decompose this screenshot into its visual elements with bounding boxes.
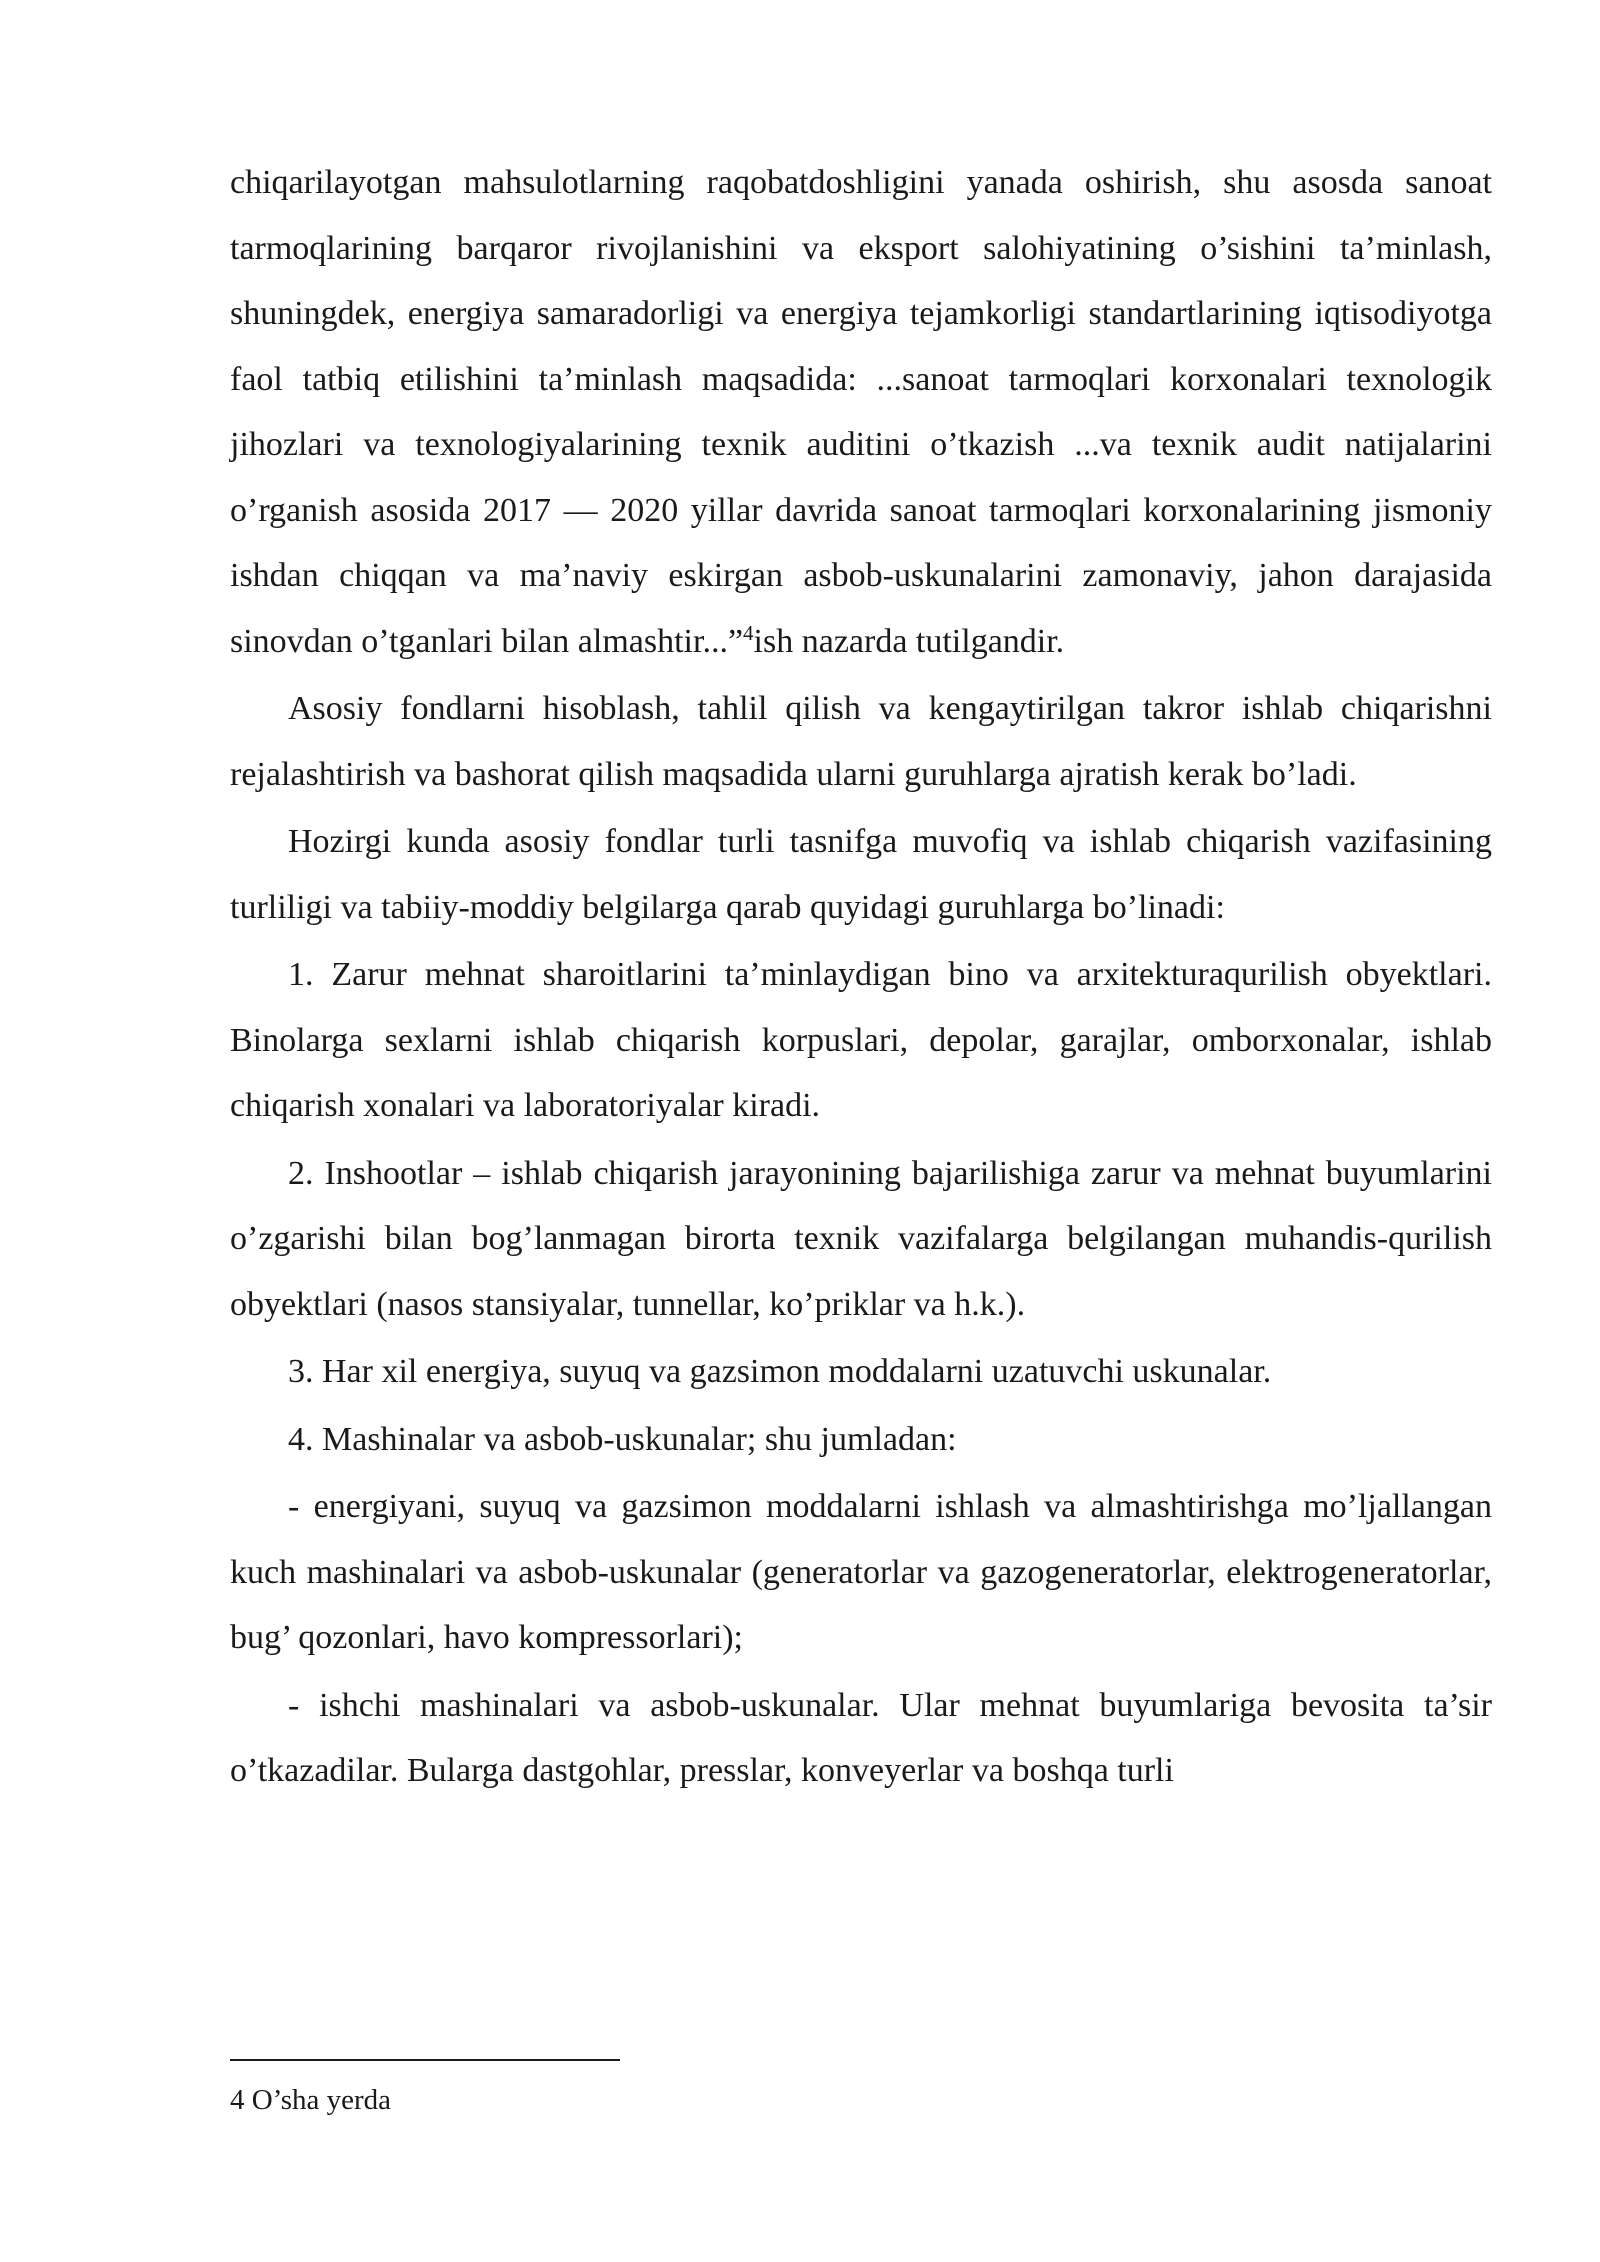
sub-item-power-machines: - energiyani, suyuq va gazsimon moddalarni ishlash va almashtirishga mo’ljallangan kuch mashinalari va asbob-uskunalar (generatorlar va gazogeneratorlar, elektrogeneratorlar, bug’ qozonlari, havo kompressorlari); <box>230 1488 1492 1656</box>
footnote-separator <box>230 2059 620 2061</box>
paragraph-text: chiqarilayotgan mahsulotlarning raqobatdoshligini yanada oshirish, shu asosda sanoat tarmoqlarining barqaror rivojlanishini va eksport salohiyatining o’sishini ta’minlash, shuningdek, energiya samaradorligi va energiya tejamkorligi standartlarining iqtisodiyotga faol tatbiq etilishini ta’minlash maqsadida: ...sanoat tarmoqlari korxonalari texnologik jihozlari va texnologiyalarining texnik auditini o’tkazish ...va texnik audit natijalarini o’rganish asosida 2017 — 2020 yillar davrida sanoat tarmoqlari korxonalarining jismoniy ishdan chiqqan va ma’naviy eskirgan asbob-uskunalarini zamonaviy, jahon darajasida sinovdan o’tganlari bilan almashtir...” <box>230 164 1492 660</box>
document-body <box>230 150 1492 1804</box>
footnote-reference[interactable]: 4 <box>743 620 754 645</box>
list-item-2: 2. Inshootlar – ishlab chiqarish jarayonining bajarilishiga zarur va mehnat buyumlarini o’zgarishi bilan bog’lanmagan birorta texnik vazifalarga belgilangan muhandis-qurilish obyektlari (nasos stansiyalar, tunnellar, ko’priklar va h.k.). <box>230 1154 1492 1323</box>
paragraph-intro-continuation <box>230 150 1492 674</box>
paragraph-classification-intro: Hozirgi kunda asosiy fondlar turli tasnifga muvofiq va ishlab chiqarish vazifasining turliligi va tabiiy-moddiy belgilarga qarab quyidagi guruhlarga bo’linadi: <box>230 823 1492 926</box>
list-item-1: 1. Zarur mehnat sharoitlarini ta’minlaydigan bino va arxitekturaqurilish obyektlari. Binolarga sexlarni ishlab chiqarish korpuslari, depolar, garajlar, omborxonalar, ishlab chiqarish xonalari va laboratoriyalar kiradi. <box>230 956 1492 1124</box>
paragraph-grouping-need: Asosiy fondlarni hisoblash, tahlil qilish va kengaytirilgan takror ishlab chiqarishni rejalashtirish va bashorat qilish maqsadida ularni guruhlarga ajratish kerak bo’ladi. <box>230 690 1492 793</box>
paragraph-text-tail: ish nazarda tutilgandir. <box>753 622 1065 660</box>
list-item-4: 4. Mashinalar va asbob-uskunalar; shu jumladan: <box>288 1420 957 1458</box>
sub-item-working-machines: - ishchi mashinalari va asbob-uskunalar. Ular mehnat buyumlariga bevosita ta’sir o’tkazadilar. Bularga dastgohlar, presslar, konveyerlar va boshqa turli <box>230 1686 1492 1789</box>
footnote: 4 O’sha yerda <box>230 2084 392 2116</box>
list-item-3: 3. Har xil energiya, suyuq va gazsimon moddalarni uzatuvchi uskunalar. <box>288 1353 1272 1390</box>
